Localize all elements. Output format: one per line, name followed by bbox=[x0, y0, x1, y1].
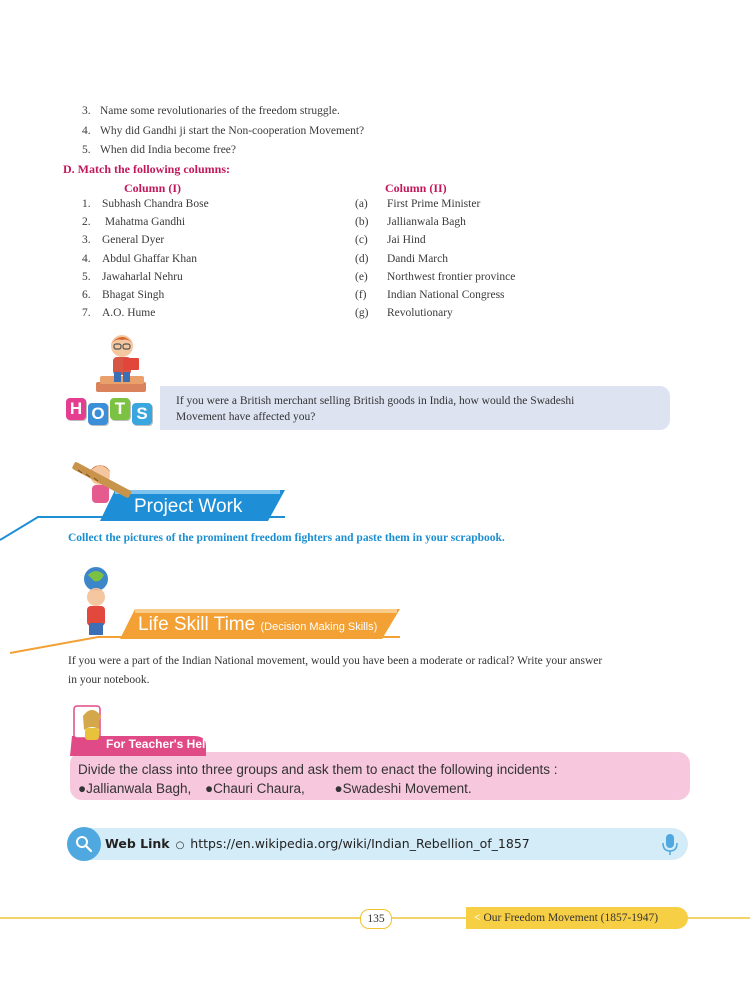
question-number: 5. bbox=[82, 144, 91, 156]
question-number: 3. bbox=[82, 105, 91, 117]
item-text: Dandi March bbox=[387, 252, 448, 265]
match-item-left bbox=[82, 268, 209, 286]
hots-line-2: Movement have affected you? bbox=[176, 411, 316, 423]
column-1-header: Column (I) bbox=[124, 181, 182, 195]
microphone-icon bbox=[660, 832, 680, 856]
hots-question-text bbox=[176, 393, 666, 425]
life-skill-line-2: in your notebook. bbox=[68, 674, 150, 686]
life-skill-title: Life Skill Time bbox=[138, 614, 256, 635]
match-column-2 bbox=[355, 195, 515, 322]
section-d-heading: D. Match the following columns: bbox=[63, 162, 230, 176]
teacher-help-incident-list bbox=[78, 781, 472, 796]
chevron-left-icon: < bbox=[474, 912, 481, 924]
teacher-help-instruction: Divide the class into three groups and ask them to enact the following incidents : bbox=[78, 762, 558, 777]
match-item-right bbox=[355, 250, 515, 268]
incident-text: Jallianwala Bagh, bbox=[86, 781, 192, 796]
footer-rule-left bbox=[0, 917, 360, 919]
teacher-help-title: For Teacher's Help bbox=[106, 737, 213, 751]
hots-line-1: If you were a British merchant selling British goods in India, how would the Swadeshi bbox=[176, 395, 575, 407]
project-work-title: Project Work bbox=[134, 496, 243, 517]
match-column-1 bbox=[82, 195, 209, 322]
item-text: A.O. Hume bbox=[102, 307, 156, 320]
item-number: 1. bbox=[82, 198, 91, 210]
item-text: Mahatma Gandhi bbox=[102, 216, 186, 229]
match-item-left bbox=[82, 195, 209, 213]
match-item-left bbox=[82, 231, 209, 249]
item-text: Indian National Congress bbox=[387, 288, 505, 301]
page-number: 135 bbox=[360, 909, 392, 929]
life-skill-line-1: If you were a part of the Indian National movement, would you have been a moderate or radical? Write your answer bbox=[68, 655, 603, 667]
life-skill-text bbox=[68, 652, 718, 690]
item-text: General Dyer bbox=[102, 234, 165, 247]
item-number: 7. bbox=[82, 307, 91, 320]
item-letter: (f) bbox=[355, 288, 367, 301]
incident-text: Swadeshi Movement. bbox=[342, 781, 472, 796]
item-letter: (e) bbox=[355, 270, 368, 283]
item-letter: (a) bbox=[355, 198, 368, 210]
incident-item: ●Chauri Chaura, bbox=[205, 781, 305, 796]
search-icon bbox=[66, 826, 102, 862]
column-2-header: Column (II) bbox=[385, 181, 447, 195]
match-item-right bbox=[355, 213, 515, 231]
item-text: Subhash Chandra Bose bbox=[102, 198, 209, 210]
incident-item: ●Swadeshi Movement. bbox=[334, 781, 472, 796]
life-skill-banner-graphic bbox=[10, 565, 405, 657]
question-text: Why did Gandhi ji start the Non-cooperation Movement? bbox=[100, 125, 365, 137]
web-link-row bbox=[105, 836, 530, 851]
question-3 bbox=[82, 105, 340, 117]
footer-rule-right bbox=[688, 917, 750, 919]
hots-letter-h: H bbox=[66, 398, 86, 420]
boy-reading-illustration bbox=[90, 332, 160, 402]
match-item-right bbox=[355, 286, 515, 304]
project-work-text: Collect the pictures of the prominent freedom fighters and paste them in your scrapbook. bbox=[68, 532, 505, 544]
item-text: Jallianwala Bagh bbox=[387, 216, 466, 229]
question-5 bbox=[82, 144, 236, 156]
circle-bullet-icon: ○ bbox=[175, 840, 185, 851]
web-link-url[interactable]: https://en.wikipedia.org/wiki/Indian_Rebellion_of_1857 bbox=[190, 836, 530, 851]
match-item-right bbox=[355, 268, 515, 286]
chapter-title-tab bbox=[466, 907, 688, 929]
match-item-right bbox=[355, 231, 515, 249]
incident-item: ●Jallianwala Bagh, bbox=[78, 781, 192, 796]
item-text: Abdul Ghaffar Khan bbox=[102, 252, 197, 265]
question-number: 4. bbox=[82, 125, 91, 137]
life-skill-subtitle: (Decision Making Skills) bbox=[260, 621, 378, 633]
item-number: 5. bbox=[82, 270, 91, 283]
item-number: 3. bbox=[82, 234, 91, 247]
chapter-title: Our Freedom Movement (1857-1947) bbox=[483, 912, 659, 924]
match-item-right bbox=[355, 195, 515, 213]
match-item-right bbox=[355, 304, 515, 322]
item-letter: (b) bbox=[355, 216, 369, 229]
question-text: When did India become free? bbox=[100, 144, 237, 156]
item-letter: (c) bbox=[355, 234, 368, 247]
footer-rule-middle bbox=[390, 917, 470, 919]
item-text: Bhagat Singh bbox=[102, 288, 165, 301]
life-skill-title-row bbox=[138, 614, 377, 636]
question-4 bbox=[82, 125, 364, 137]
match-item-left bbox=[82, 250, 209, 268]
hots-letter-s: S bbox=[132, 403, 152, 425]
item-text: Jawaharlal Nehru bbox=[102, 270, 183, 283]
web-link-label: Web Link bbox=[105, 836, 170, 851]
incident-text: Chauri Chaura, bbox=[213, 781, 305, 796]
match-item-left bbox=[82, 286, 209, 304]
item-text: Northwest frontier province bbox=[387, 270, 516, 283]
match-item-left bbox=[82, 213, 209, 231]
match-item-left bbox=[82, 304, 209, 322]
question-text: Name some revolutionaries of the freedom struggle. bbox=[100, 105, 340, 117]
item-number: 4. bbox=[82, 252, 91, 265]
item-text: First Prime Minister bbox=[387, 198, 481, 210]
item-letter: (d) bbox=[355, 252, 369, 265]
item-number: 2. bbox=[82, 216, 91, 229]
item-text: Revolutionary bbox=[387, 307, 453, 320]
item-number: 6. bbox=[82, 288, 91, 301]
item-letter: (g) bbox=[355, 307, 369, 320]
hots-letter-t: T bbox=[110, 398, 130, 420]
hots-letter-o: O bbox=[88, 403, 108, 425]
item-text: Jai Hind bbox=[387, 234, 426, 247]
